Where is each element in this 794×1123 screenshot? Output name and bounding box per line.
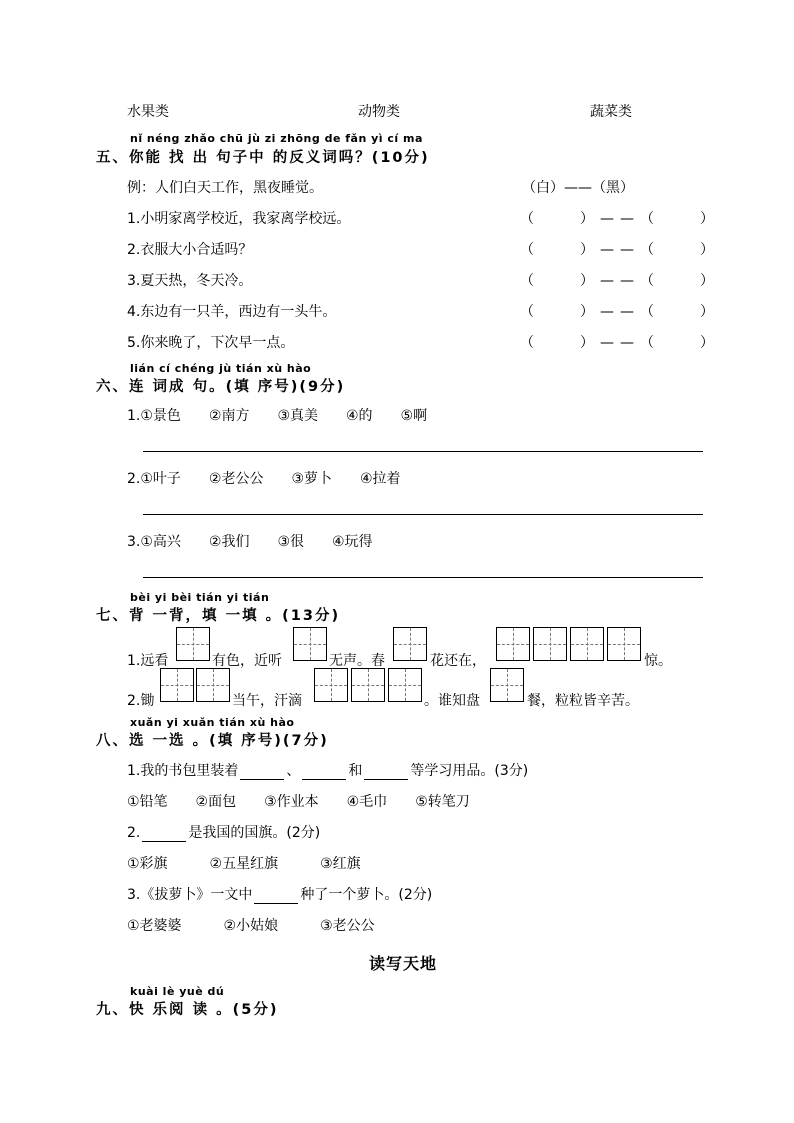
tian-grid-box[interactable] bbox=[314, 668, 348, 702]
s5-item: 2.衣服大小合适吗？ bbox=[127, 242, 253, 258]
answer-line[interactable] bbox=[143, 451, 703, 452]
poem-text: 。谁知盘 bbox=[424, 693, 480, 709]
s7-pinyin: bèi yi bèi tián yi tián bbox=[130, 591, 270, 604]
s5-item: 1.小明家离学校近，我家离学校远。 bbox=[127, 211, 351, 227]
s5-pinyin: nǐ néng zhǎo chū jù zi zhōng de fǎn yì cí ma bbox=[130, 132, 423, 145]
s6-heading: 六、连 词成 句。(填 序号)(9分) bbox=[96, 379, 346, 395]
q1-sep: 、 bbox=[286, 763, 301, 779]
s8-heading: 八、选 一选 。(填 序号)(7分) bbox=[96, 733, 329, 749]
s5-answer-blank[interactable]: （ ）——（ ） bbox=[520, 335, 720, 351]
category-animal: 动物类 bbox=[358, 104, 400, 120]
tian-grid-box[interactable] bbox=[496, 627, 530, 661]
q1-text: 等学习用品。(3分) bbox=[410, 763, 529, 779]
q1-sep: 和 bbox=[348, 763, 363, 779]
category-fruit: 水果类 bbox=[127, 104, 169, 120]
s6-item: 2.①叶子 ②老公公 ③萝卜 ④拉着 bbox=[127, 471, 401, 487]
fill-blank[interactable] bbox=[364, 765, 408, 780]
s6-item: 3.①高兴 ②我们 ③很 ④玩得 bbox=[127, 534, 373, 550]
fill-blank[interactable] bbox=[142, 827, 186, 842]
poem-text: 有色，近听 bbox=[212, 653, 282, 669]
fill-blank[interactable] bbox=[240, 765, 284, 780]
s5-answer-blank[interactable]: （ ）——（ ） bbox=[520, 304, 720, 320]
s5-item: 5.你来晚了，下次早一点。 bbox=[127, 335, 295, 351]
q2-text: 2. bbox=[127, 825, 141, 841]
q3-text: 3.《拔萝卜》一文中 bbox=[127, 887, 253, 903]
section-title: 读写天地 bbox=[369, 954, 438, 973]
tian-grid-box[interactable] bbox=[570, 627, 604, 661]
s5-example: 例：人们白天工作，黑夜睡觉。 bbox=[127, 180, 323, 196]
answer-line[interactable] bbox=[143, 514, 703, 515]
poem-text: 花还在， bbox=[430, 653, 486, 669]
tian-grid-box[interactable] bbox=[196, 668, 230, 702]
s5-item: 3.夏天热，冬天冷。 bbox=[127, 273, 253, 289]
tian-grid-box[interactable] bbox=[490, 668, 524, 702]
tian-grid-box[interactable] bbox=[293, 627, 327, 661]
tian-grid-box[interactable] bbox=[388, 668, 422, 702]
s5-answer-blank[interactable]: （ ）——（ ） bbox=[520, 242, 720, 258]
q2-text: 是我国的国旗。(2分) bbox=[188, 825, 321, 841]
tian-grid-box[interactable] bbox=[351, 668, 385, 702]
poem-text: 2.锄 bbox=[127, 693, 155, 709]
s8-options: ①彩旗 ②五星红旗 ③红旗 bbox=[127, 856, 361, 872]
category-vegetable: 蔬菜类 bbox=[590, 104, 632, 120]
s5-item: 4.东边有一只羊，西边有一头牛。 bbox=[127, 304, 337, 320]
s5-answer-blank[interactable]: （ ）——（ ） bbox=[520, 273, 720, 289]
s8-question bbox=[127, 822, 320, 842]
q1-text: 1.我的书包里装着 bbox=[127, 763, 239, 779]
s8-question bbox=[127, 884, 432, 904]
tian-grid-box[interactable] bbox=[176, 627, 210, 661]
tian-grid-box[interactable] bbox=[160, 668, 194, 702]
poem-text: 1.远看 bbox=[127, 653, 169, 669]
s9-heading: 九、快 乐阅 读 。(5分) bbox=[96, 1002, 279, 1018]
poem-text: 当午，汗滴 bbox=[232, 693, 302, 709]
fill-blank[interactable] bbox=[302, 765, 346, 780]
s7-heading: 七、背 一背，填 一填 。(13分) bbox=[96, 608, 341, 624]
poem-text: 无声。春 bbox=[329, 653, 385, 669]
s5-example-answer: （白）——（黑） bbox=[522, 180, 634, 196]
s8-options: ①老婆婆 ②小姑娘 ③老公公 bbox=[127, 918, 375, 934]
fill-blank[interactable] bbox=[254, 889, 298, 904]
s6-pinyin: lián cí chéng jù tián xù hào bbox=[130, 362, 312, 375]
s6-item: 1.①景色 ②南方 ③真美 ④的 ⑤啊 bbox=[127, 408, 428, 424]
s8-options: ①铅笔 ②面包 ③作业本 ④毛巾 ⑤转笔刀 bbox=[127, 794, 470, 810]
q3-text: 种了一个萝卜。(2分) bbox=[300, 887, 433, 903]
s9-pinyin: kuài lè yuè dú bbox=[130, 985, 225, 998]
poem-text: 餐，粒粒皆辛苦。 bbox=[527, 693, 639, 709]
answer-line[interactable] bbox=[143, 577, 703, 578]
s8-question bbox=[127, 760, 528, 780]
tian-grid-box[interactable] bbox=[533, 627, 567, 661]
s5-heading: 五、你能 找 出 句子中 的反义词吗？(10分) bbox=[96, 150, 430, 166]
poem-text: 惊。 bbox=[644, 653, 672, 669]
tian-grid-box[interactable] bbox=[607, 627, 641, 661]
s8-pinyin: xuǎn yi xuǎn tián xù hào bbox=[130, 716, 295, 729]
tian-grid-box[interactable] bbox=[393, 627, 427, 661]
s5-answer-blank[interactable]: （ ）——（ ） bbox=[520, 211, 720, 227]
